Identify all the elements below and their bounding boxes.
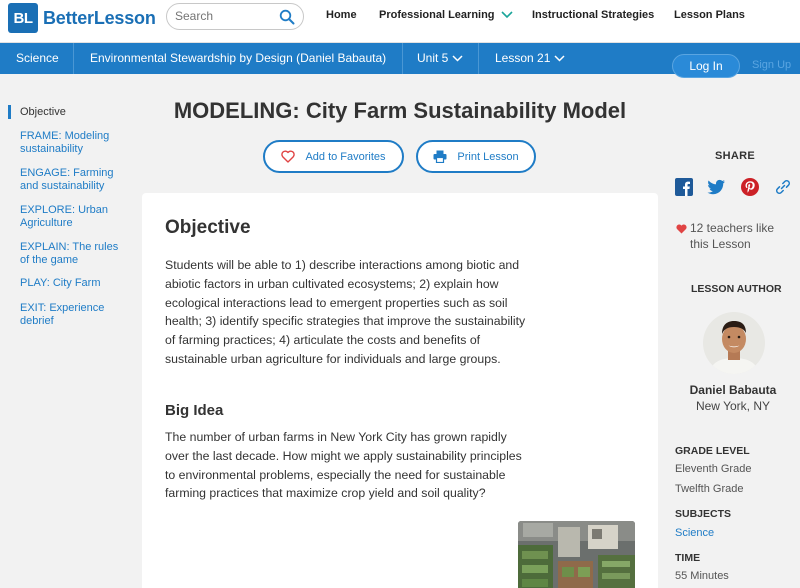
likes-text: 12 teachers like this Lesson <box>690 221 775 251</box>
time-heading: TIME <box>675 552 701 564</box>
subject-science-link[interactable]: Science <box>675 527 715 539</box>
big-idea-heading: Big Idea <box>165 402 224 419</box>
lesson-author-heading: LESSON AUTHOR <box>691 283 782 295</box>
urban-farm-image[interactable] <box>518 521 635 588</box>
lesson-content-card <box>142 193 658 588</box>
grade-twelfth: Twelfth Grade <box>675 483 744 495</box>
search-box <box>166 3 304 30</box>
sidebar-item-exit[interactable]: EXIT: Experience debrief <box>20 302 105 327</box>
sidebar-item-play[interactable]: PLAY: City Farm <box>20 277 101 289</box>
breadcrumb-unit[interactable] <box>417 51 463 65</box>
big-idea-text: The number of urban farms in New York City has grown rapidly over the last decade. How might we apply sustainability principles to environmental problems, especially the need for sustainable farming practices that maximize crop yield and soil quality? <box>165 430 522 501</box>
pinterest-icon[interactable] <box>740 177 760 197</box>
breadcrumb-course[interactable]: Environmental Stewardship by Design (Daniel Babauta) <box>90 51 387 65</box>
page-title: MODELING: City Farm Sustainability Model <box>173 98 627 123</box>
sidebar-item-objective[interactable]: Objective <box>20 106 66 118</box>
author-name[interactable]: Daniel Babauta <box>689 383 777 397</box>
breadcrumb-divider <box>402 43 403 74</box>
nav-professional-learning[interactable] <box>379 9 513 21</box>
add-to-favorites-label: Add to Favorites <box>305 150 386 163</box>
chevron-down-icon <box>554 55 565 62</box>
breadcrumb-divider <box>73 43 74 74</box>
nav-home[interactable]: Home <box>326 9 357 21</box>
breadcrumb-subject[interactable]: Science <box>16 51 59 65</box>
grade-eleventh: Eleventh Grade <box>675 463 752 475</box>
share-heading: SHARE <box>715 150 756 162</box>
breadcrumb-lesson[interactable] <box>495 51 565 65</box>
betterlesson-logo[interactable] <box>8 3 156 33</box>
search-input[interactable] <box>175 9 275 23</box>
grade-level-heading: GRADE LEVEL <box>675 445 750 457</box>
sidebar-item-engage[interactable]: ENGAGE: Farming and sustainability <box>20 167 114 192</box>
breadcrumb-unit-label: Unit 5 <box>417 51 449 65</box>
author-avatar[interactable] <box>703 312 765 374</box>
heart-icon <box>676 224 687 234</box>
chevron-down-icon <box>501 11 513 19</box>
logo-mark: BL <box>8 3 38 33</box>
logo-text: BetterLesson <box>43 7 156 28</box>
nav-instructional-strategies[interactable]: Instructional Strategies <box>532 9 655 21</box>
printer-icon <box>433 150 447 163</box>
active-section-marker <box>8 105 11 119</box>
add-to-favorites-button[interactable] <box>263 140 404 173</box>
author-location: New York, NY <box>695 399 771 413</box>
search-icon[interactable] <box>279 9 295 25</box>
breadcrumb-lesson-label: Lesson 21 <box>495 51 551 65</box>
objective-heading: Objective <box>165 217 251 238</box>
link-icon[interactable] <box>773 177 793 197</box>
sidebar-item-explain[interactable]: EXPLAIN: The rules of the game <box>20 241 119 266</box>
heart-outline-icon <box>281 150 295 163</box>
signup-link[interactable]: Sign Up <box>752 59 792 71</box>
chevron-down-icon <box>452 55 463 62</box>
objective-text: Students will be able to 1) describe interactions among biotic and abiotic factors in urban cultivated ecosystems; 2) explain how ecological interactions lead to emergent properties such as soil health; 3) identify specific strategies that improve the sustainability of farming practices; 4) articulate the costs and benefits of sustainable urban agriculture for individuals and large groups. <box>165 258 526 366</box>
login-button[interactable]: Log In <box>672 54 740 78</box>
sidebar-item-frame[interactable]: FRAME: Modeling sustainability <box>20 130 110 155</box>
sidebar-item-explore[interactable]: EXPLORE: Urban Agriculture <box>20 204 109 229</box>
top-navigation <box>0 0 800 43</box>
nav-professional-learning-label: Professional Learning <box>379 9 495 21</box>
print-lesson-button[interactable] <box>416 140 536 173</box>
facebook-icon[interactable] <box>674 177 694 197</box>
subjects-heading: SUBJECTS <box>675 508 732 520</box>
twitter-icon[interactable] <box>706 177 726 197</box>
time-value: 55 Minutes <box>675 570 729 582</box>
print-lesson-label: Print Lesson <box>457 150 519 163</box>
nav-lesson-plans[interactable]: Lesson Plans <box>674 9 745 21</box>
breadcrumb-divider <box>478 43 479 74</box>
